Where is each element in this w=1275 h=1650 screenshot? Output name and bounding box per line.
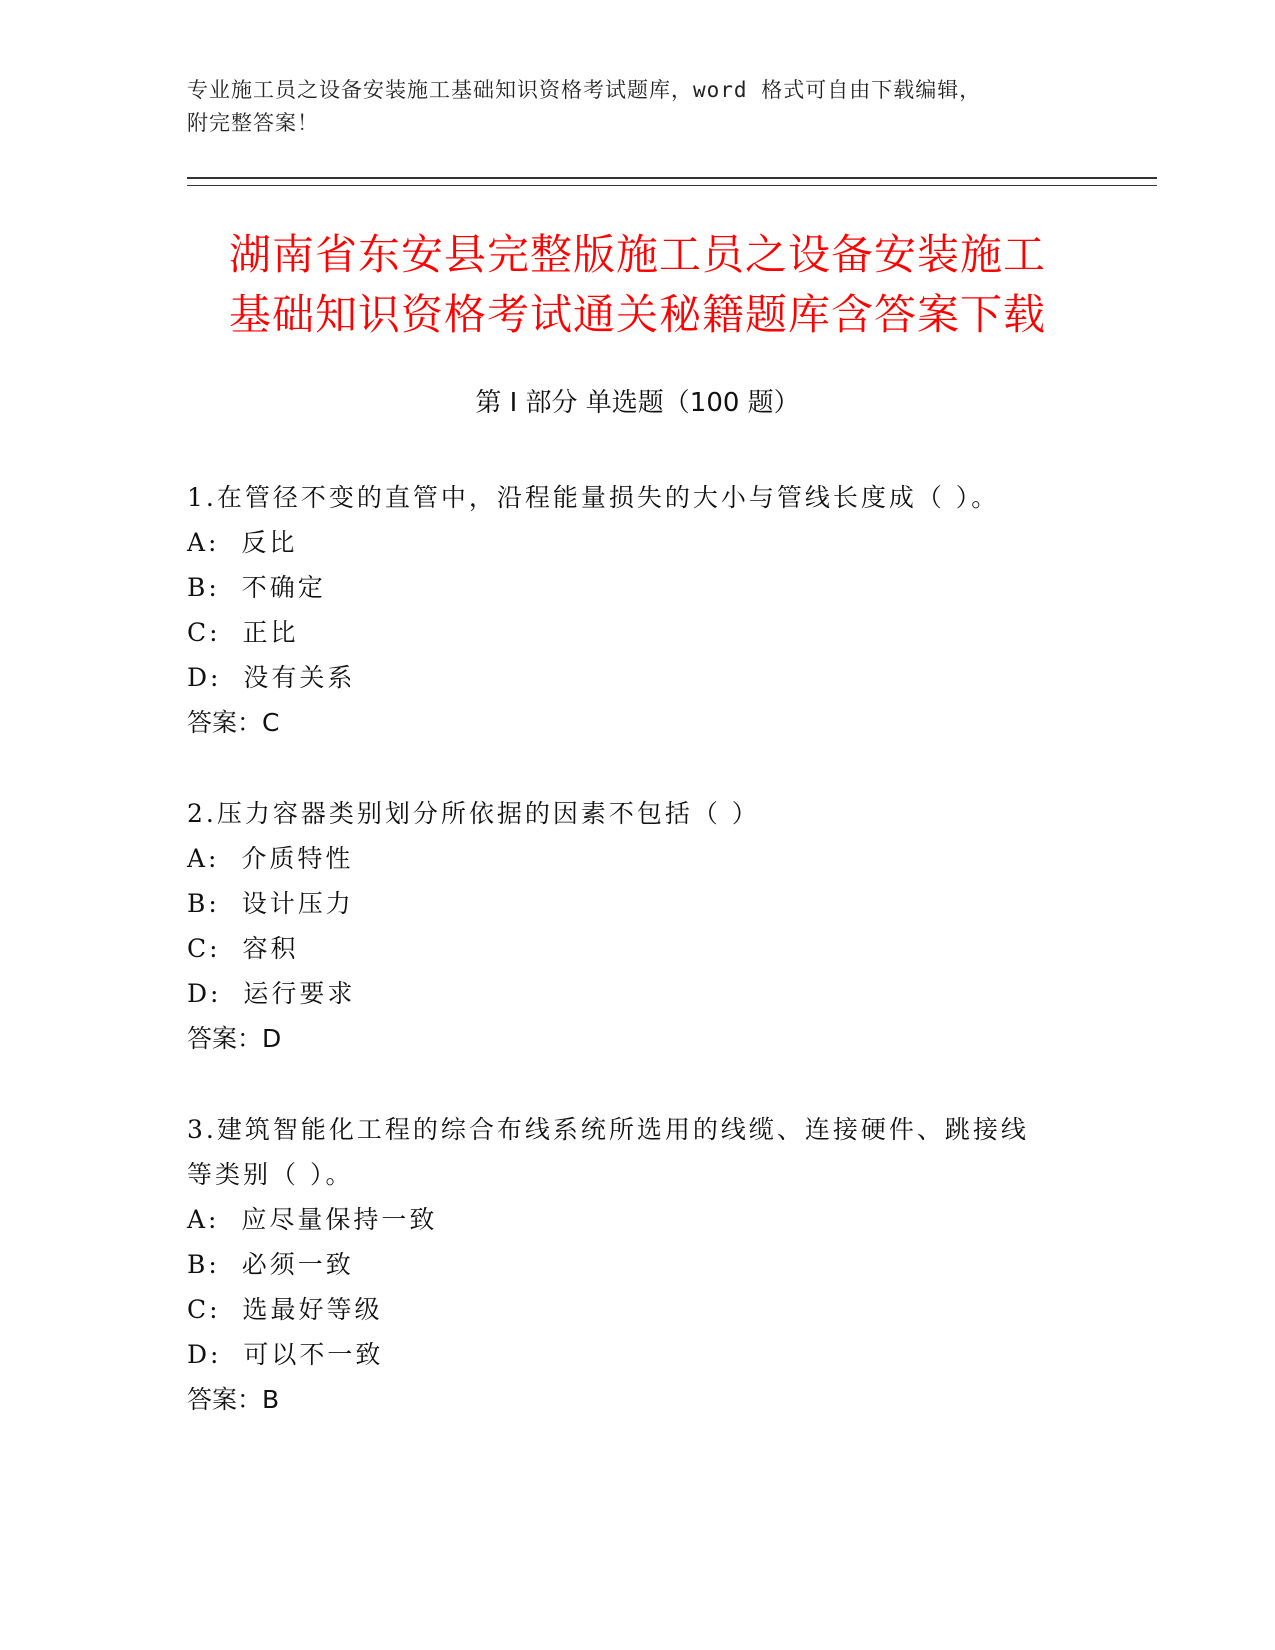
question-1-option-b: B: 不确定	[187, 573, 326, 602]
question-3-option-d: D: 可以不一致	[187, 1340, 384, 1369]
question-2-option-d: D: 运行要求	[187, 979, 356, 1008]
question-3-stem-line-1: 3.建筑智能化工程的综合布线系统所选用的线缆、连接硬件、跳接线	[187, 1115, 1029, 1144]
question-3-answer: 答案：B	[187, 1385, 280, 1414]
document-title-line-2: 基础知识资格考试通关秘籍题库含答案下载	[228, 290, 1046, 339]
question-spacer	[187, 1061, 1087, 1107]
question-3	[187, 1107, 1087, 1422]
section-heading: 第 I 部分 单选题（100 题）	[475, 388, 800, 418]
header-divider-thick	[187, 177, 1157, 179]
question-2-stem: 2.压力容器类别划分所依据的因素不包括（ ）	[187, 799, 760, 828]
header-note-line-2: 附完整答案！	[187, 111, 319, 135]
document-title-line-1: 湖南省东安县完整版施工员之设备安装施工	[228, 230, 1046, 279]
question-1-option-d: D: 没有关系	[187, 663, 356, 692]
question-2-answer: 答案：D	[187, 1024, 282, 1053]
question-3-option-a: A: 应尽量保持一致	[187, 1205, 438, 1234]
question-3-option-b: B: 必须一致	[187, 1250, 354, 1279]
question-spacer	[187, 745, 1087, 791]
document-header-note	[187, 74, 1087, 140]
header-note-line-1: 专业施工员之设备安装施工基础知识资格考试题库，word 格式可自由下载编辑，	[187, 78, 982, 102]
question-1-stem: 1.在管径不变的直管中，沿程能量损失的大小与管线长度成（ ）。	[187, 483, 1000, 512]
document-title	[160, 225, 1115, 345]
question-2-option-b: B: 设计压力	[187, 889, 354, 918]
question-1-answer: 答案：C	[187, 708, 280, 737]
question-list	[187, 475, 1087, 1422]
question-2-option-c: C: 容积	[187, 934, 299, 963]
question-3-option-c: C: 选最好等级	[187, 1295, 383, 1324]
question-2-option-a: A: 介质特性	[187, 844, 354, 873]
question-3-stem-line-2: 等类别（ ）。	[187, 1160, 354, 1189]
question-1	[187, 475, 1087, 745]
question-2	[187, 791, 1087, 1061]
question-1-option-a: A: 反比	[187, 528, 298, 557]
header-divider-thin	[187, 185, 1157, 186]
question-1-option-c: C: 正比	[187, 618, 299, 647]
